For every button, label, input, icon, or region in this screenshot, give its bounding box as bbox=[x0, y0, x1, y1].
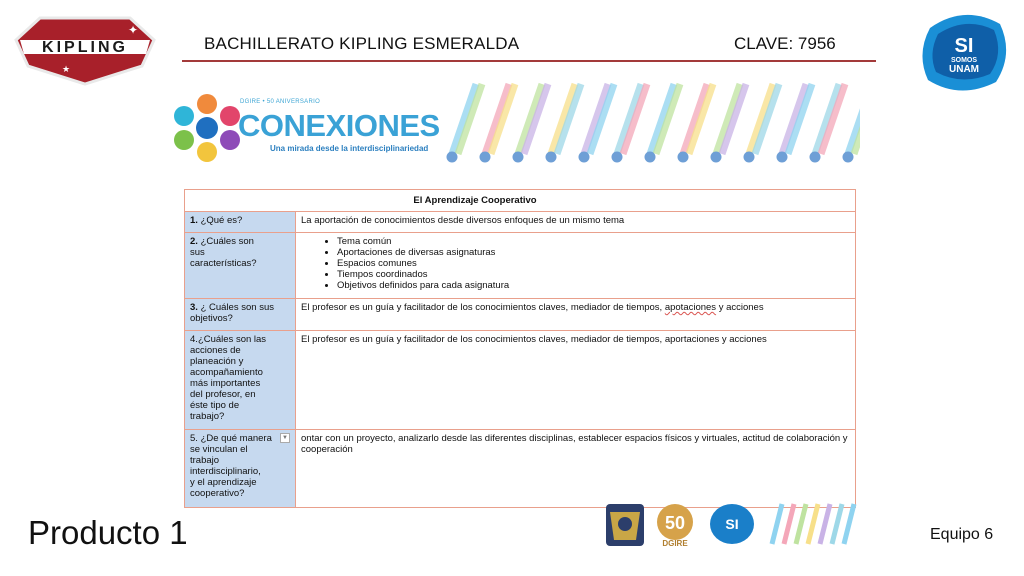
svg-text:DGIRE: DGIRE bbox=[662, 539, 688, 548]
stripe-line bbox=[784, 504, 794, 544]
conexiones-title: CONEXIONES bbox=[238, 108, 440, 143]
svg-text:SI: SI bbox=[725, 516, 739, 532]
svg-text:UNAM: UNAM bbox=[949, 64, 979, 75]
stripe-dot bbox=[777, 152, 788, 163]
table-row bbox=[185, 212, 856, 233]
stripe-dot bbox=[678, 152, 689, 163]
si-somos-unam-logo bbox=[916, 10, 1012, 94]
svg-text:50: 50 bbox=[664, 513, 686, 533]
list-item: • Tiempos coordinados bbox=[337, 269, 850, 280]
stripe-line bbox=[772, 504, 782, 544]
question-cell: 4.¿Cuáles son las acciones de planeación y acompañamiento más importantes del profesor, en éste tipo de trabajo? bbox=[185, 331, 296, 430]
stripe-line bbox=[820, 504, 830, 544]
team-label: Equipo 6 bbox=[930, 526, 994, 543]
conexiones-tag: DGIRE • 50 ANIVERSARIO bbox=[240, 99, 321, 105]
stripe-dot bbox=[744, 152, 755, 163]
table-title: El Aprendizaje Cooperativo bbox=[185, 190, 856, 212]
question-cell: 1. ¿Qué es? bbox=[185, 212, 296, 233]
answer-cell[interactable]: El profesor es un guía y facilitador de los conocimientos claves, mediador de tiempos, aportaciones y acciones bbox=[296, 331, 856, 430]
table-row bbox=[185, 430, 856, 508]
chevron-down-icon[interactable]: ▼ bbox=[280, 433, 290, 443]
stripe-dot bbox=[447, 152, 458, 163]
list-item: • Objetivos definidos para cada asignatura bbox=[337, 280, 850, 291]
question-cell: 3. ¿ Cuáles son sus objetivos? bbox=[185, 299, 296, 331]
school-title: BACHILLERATO KIPLING ESMERALDA bbox=[204, 34, 520, 53]
svg-text:SOMOS: SOMOS bbox=[950, 57, 978, 64]
decorative-stripes bbox=[440, 80, 860, 170]
answer-cell[interactable]: ontar con un proyecto, analizarlo desde las diferentes disciplinas, establecer espacios físicos y virtuales, actitud de colaboración y cooperación bbox=[296, 430, 856, 508]
conexiones-network-icon bbox=[172, 92, 242, 164]
stripe-dot bbox=[480, 152, 491, 163]
table-row bbox=[185, 299, 856, 331]
conexiones-subtitle: Una mirada desde la interdisciplinariedad bbox=[270, 144, 429, 153]
stripe-dot bbox=[645, 152, 656, 163]
question-cell: ▼ 5. ¿De qué manera se vinculan el trabajo interdisciplinario, y el aprendizaje cooperativo? bbox=[185, 430, 296, 508]
dgire-50-logo bbox=[657, 504, 693, 548]
stripe-dot bbox=[579, 152, 590, 163]
list-item: • Aportaciones de diversas asignaturas bbox=[337, 247, 850, 258]
svg-text:SI: SI bbox=[954, 35, 974, 57]
answer-cell[interactable] bbox=[296, 233, 856, 299]
header-divider bbox=[182, 60, 876, 62]
si-somos-unam-small-logo bbox=[710, 504, 754, 544]
stripe-dot bbox=[513, 152, 524, 163]
footer-stripes bbox=[772, 504, 854, 544]
stripe-dot bbox=[711, 152, 722, 163]
stripe-line bbox=[844, 504, 854, 544]
list-item: • Tema común bbox=[337, 236, 850, 247]
stripe-line bbox=[796, 504, 806, 544]
misspelled-word: apotaciones bbox=[664, 302, 717, 313]
stripe-line bbox=[808, 504, 818, 544]
footer-logos bbox=[600, 498, 860, 550]
table-row bbox=[185, 331, 856, 430]
cooperative-learning-table bbox=[184, 189, 856, 508]
stripe-dot bbox=[810, 152, 821, 163]
stripe-dot bbox=[843, 152, 854, 163]
question-cell: 2. ¿Cuáles son sus características? bbox=[185, 233, 296, 299]
stripe-dot bbox=[546, 152, 557, 163]
stripe-line bbox=[832, 504, 842, 544]
svg-text:✦: ✦ bbox=[128, 23, 139, 37]
school-clave: CLAVE: 7956 bbox=[734, 34, 836, 53]
product-title: Producto 1 bbox=[28, 514, 188, 551]
table-row bbox=[185, 233, 856, 299]
svg-text:KIPLING: KIPLING bbox=[42, 39, 128, 56]
svg-text:★: ★ bbox=[62, 64, 71, 74]
unam-crest-icon bbox=[606, 504, 644, 546]
answer-cell[interactable]: El profesor es un guía y facilitador de los conocimientos claves, mediador de tiempos, apotaciones y acciones bbox=[296, 299, 856, 331]
stripe-dot bbox=[612, 152, 623, 163]
kipling-logo bbox=[10, 10, 160, 90]
answer-cell[interactable]: La aportación de conocimientos desde diversos enfoques de un mismo tema bbox=[296, 212, 856, 233]
list-item: • Espacios comunes bbox=[337, 258, 850, 269]
characteristics-list bbox=[301, 236, 850, 291]
